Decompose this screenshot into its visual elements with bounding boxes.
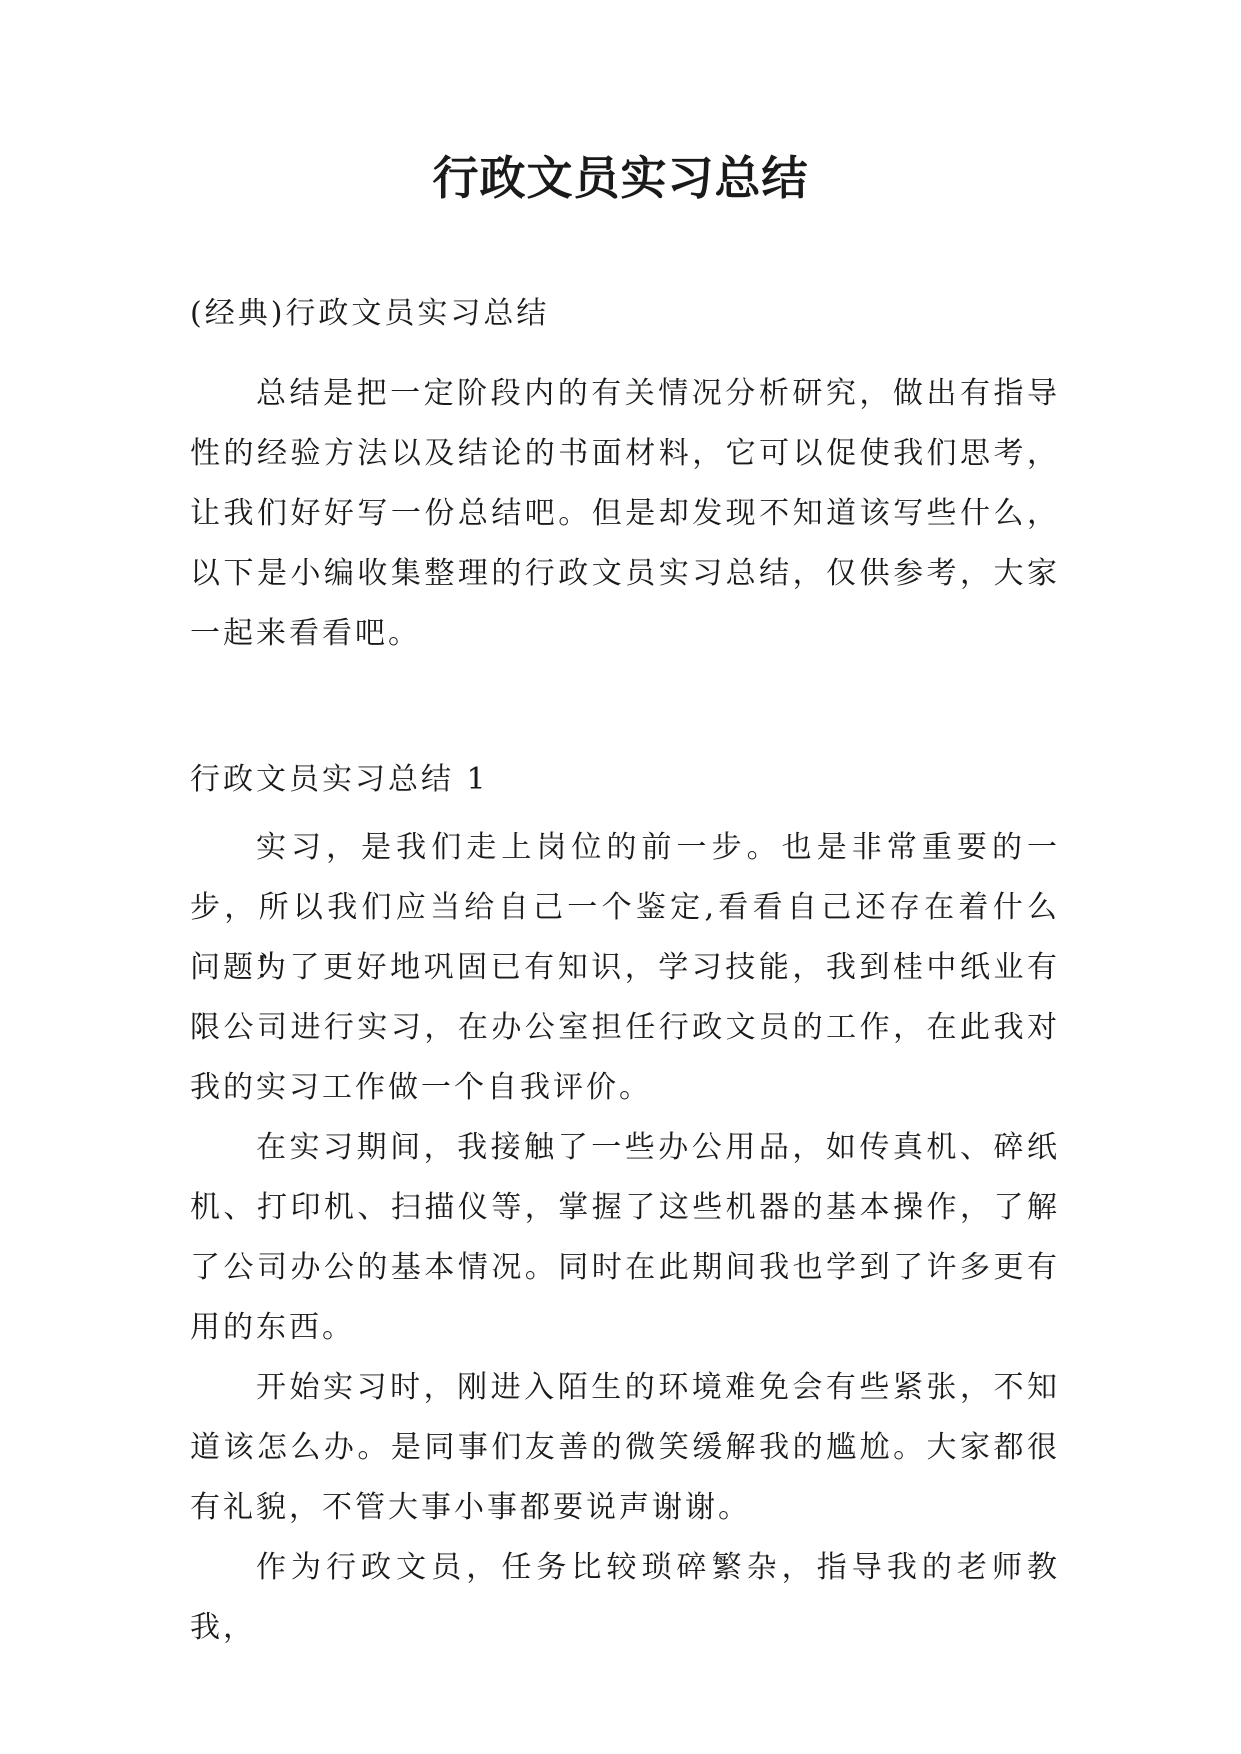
body-paragraph-3: 在实习期间，我接触了一些办公用品，如传真机、碎纸机、打印机、扫描仪等，掌握了这些机器的基本操作，了解了公司办公的基本情况。同时在此期间我也学到了许多更有用的东西。 [190,1130,1060,1345]
intro-paragraph: 总结是把一定阶段内的有关情况分析研究，做出有指导性的经验方法以及结论的书面材料，它可以促使我们思考，让我们好好写一份总结吧。但是却发现不知道该写些什么，以下是小编收集整理的行政文员实习总结，仅供参考，大家一起来看看吧。 [190,376,1060,651]
body-paragraph-1: 实习，是我们走上岗位的前一步。也是非常重要的一步，所以我们应当给自己一个鉴定,看看自己还存在着什么问题! [190,830,1060,985]
body-paragraph-5: 作为行政文员，任务比较琐碎繁杂，指导我的老师教我， [190,1550,1060,1645]
document-title: 行政文员实习总结 [432,151,809,205]
document-subtitle: (经典)行政文员实习总结 [190,296,550,331]
section-heading: 行政文员实习总结 1 [190,762,489,797]
body-paragraph-2: 为了更好地巩固已有知识，学习技能，我到桂中纸业有限公司进行实习，在办公室担任行政文员的工作，在此我对我的实习工作做一个自我评价。 [190,950,1060,1105]
body-paragraph-4: 开始实习时，刚进入陌生的环境难免会有些紧张，不知道该怎么办。是同事们友善的微笑缓解我的尴尬。大家都很有礼貌，不管大事小事都要说声谢谢。 [190,1370,1060,1525]
